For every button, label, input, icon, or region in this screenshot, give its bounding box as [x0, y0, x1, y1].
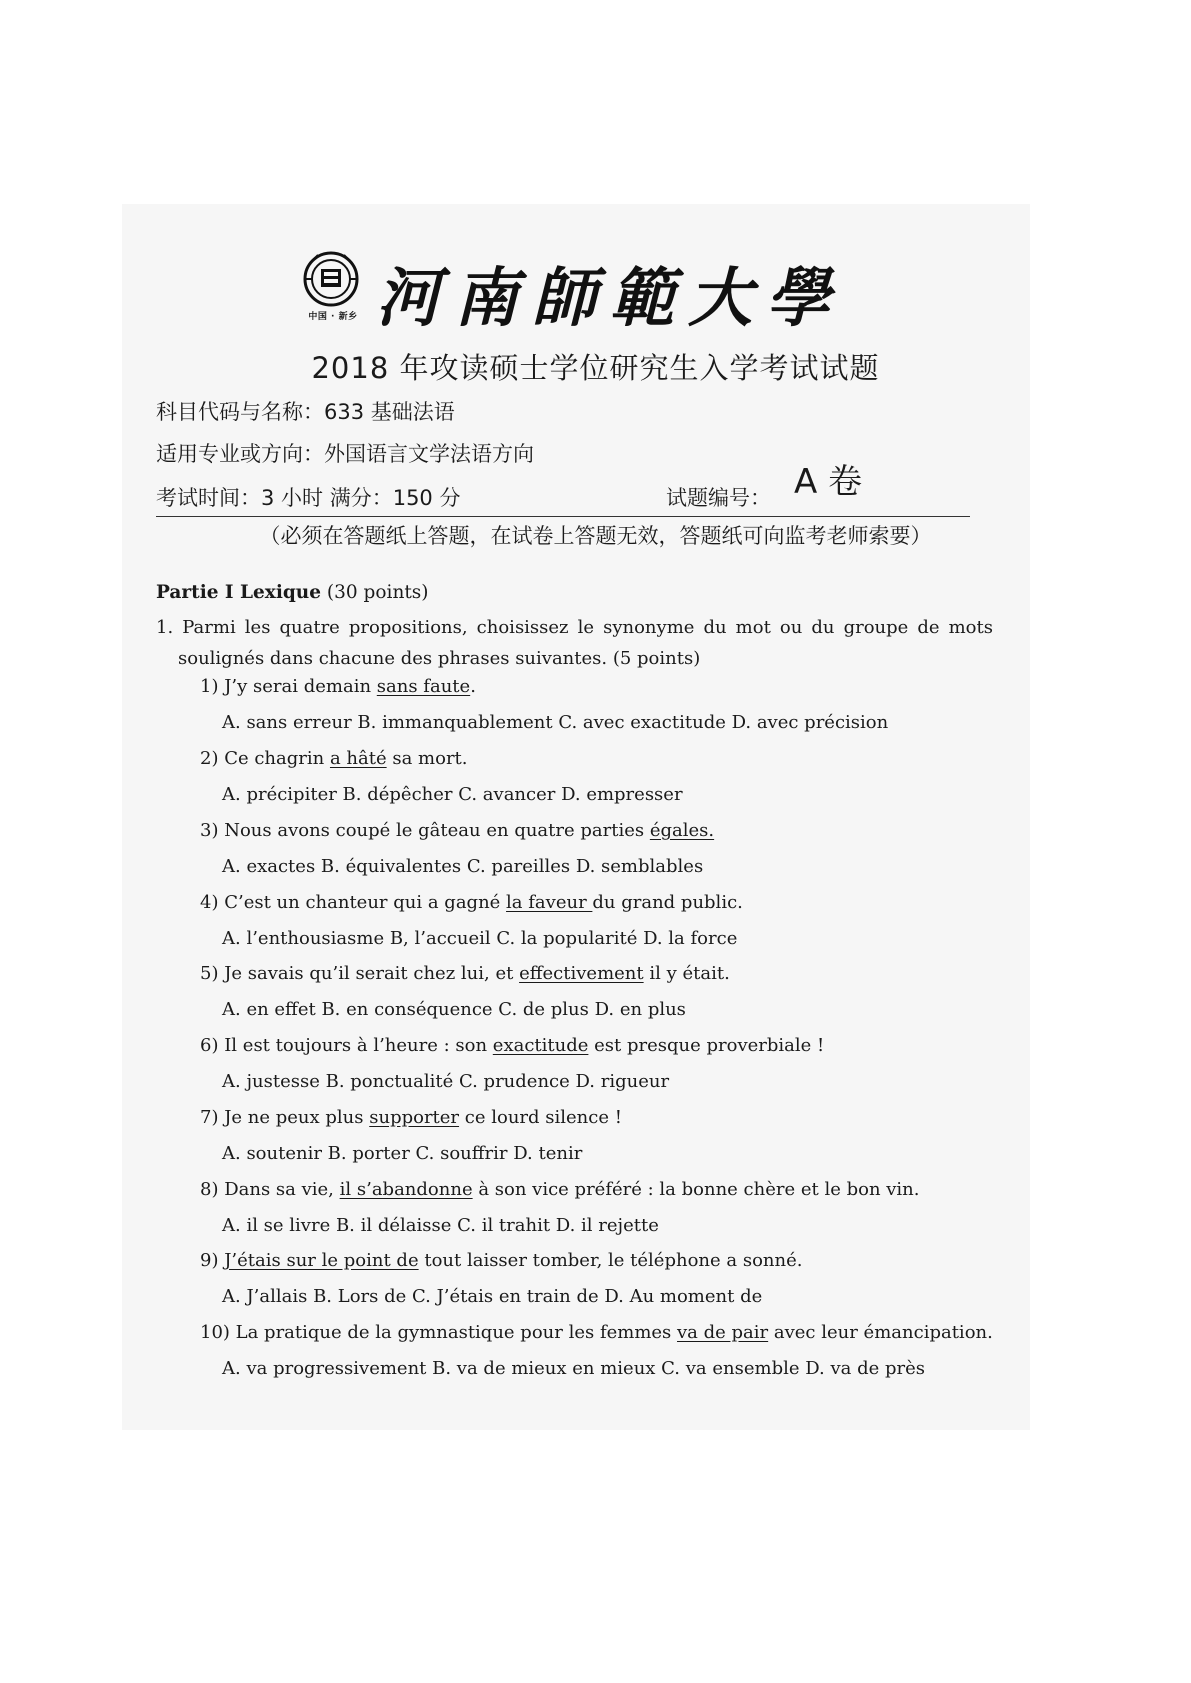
answer-options: A. soutenir B. porter C. souffrir D. tenir [222, 1143, 583, 1164]
question [200, 820, 714, 841]
answer-options: A. précipiter B. dépêcher C. avancer D. empresser [222, 784, 683, 805]
answer-sheet-notice: （必须在答题纸上答题，在试卷上答题无效，答题纸可向监考老师索要） [259, 524, 932, 548]
paper-number-label: 试题编号： [666, 486, 771, 510]
underlined-phrase: effectivement [519, 963, 644, 984]
question [200, 748, 468, 769]
question-text: 9) [200, 1250, 225, 1271]
question [200, 1107, 622, 1128]
question-text: il y était. [643, 963, 730, 984]
question-text: 3) Nous avons coupé le gâteau en quatre parties [200, 820, 650, 841]
question [200, 892, 743, 913]
answer-options: A. exactes B. équivalentes C. pareilles D. semblables [222, 856, 704, 877]
question-text: avec leur émancipation. [768, 1322, 993, 1343]
university-header [300, 245, 860, 337]
question-text: 6) Il est toujours à l’heure : son [200, 1035, 493, 1056]
question-text: 1) J’y serai demain [200, 676, 377, 697]
major-line: 适用专业或方向：外国语言文学法语方向 [156, 442, 534, 466]
question [200, 1250, 802, 1271]
underlined-phrase: a hâté [329, 748, 387, 769]
question-text: à son vice préféré : la bonne chère et le bon vin. [472, 1179, 920, 1200]
question [200, 1322, 993, 1343]
underlined-phrase: supporter [369, 1107, 460, 1128]
question [200, 1035, 824, 1056]
question-text: sa mort. [386, 748, 468, 769]
underlined-phrase: exactitude [492, 1035, 589, 1056]
question-text: est presque proverbiale ! [588, 1035, 825, 1056]
time-and-score: 考试时间：3 小时 满分：150 分 [156, 486, 461, 510]
scanned-page-background [122, 204, 1030, 1430]
answer-options: A. justesse B. ponctualité C. prudence D. rigueur [222, 1071, 670, 1092]
question [200, 1179, 920, 1200]
question-text: du grand public. [592, 892, 743, 913]
section-title-bold: Partie I Lexique [156, 582, 322, 603]
underlined-phrase: égales. [649, 820, 715, 841]
underlined-phrase: va de pair [677, 1322, 769, 1343]
section-points: (30 points) [321, 582, 429, 603]
answer-options: A. J’allais B. Lors de C. J’étais en train de D. Au moment de [222, 1286, 763, 1307]
question [200, 963, 730, 984]
question-text: 10) La pratique de la gymnastique pour les femmes [200, 1322, 678, 1343]
exercise-instruction: 1. Parmi les quatre propositions, choisissez le synonyme du mot ou du groupe de mots soulignés dans chacune des phrases suivantes. (5 points) [156, 617, 993, 669]
section-title [156, 582, 429, 603]
university-name-logo: 河南師範大學 [376, 261, 844, 336]
answer-options: A. l’enthousiasme B, l’accueil C. la popularité D. la force [222, 928, 738, 949]
underlined-phrase: la faveur [506, 892, 593, 913]
answer-options: A. sans erreur B. immanquablement C. avec exactitude D. avec précision [222, 712, 889, 733]
answer-options: A. va progressivement B. va de mieux en mieux C. va ensemble D. va de près [222, 1358, 925, 1379]
answer-options: A. il se livre B. il délaisse C. il trahit D. il rejette [222, 1215, 659, 1236]
underlined-phrase: il s’abandonne [339, 1179, 473, 1200]
question-text: . [470, 676, 476, 697]
question-text: 2) Ce chagrin [200, 748, 330, 769]
underlined-phrase: sans faute [376, 676, 471, 697]
underlined-phrase: J’étais sur le point de [224, 1250, 419, 1271]
question-text: 7) Je ne peux plus [200, 1107, 370, 1128]
subject-line: 科目代码与名称：633 基础法语 [156, 400, 455, 424]
paper-number: A 卷 [794, 462, 863, 502]
question-text: ce lourd silence ! [459, 1107, 622, 1128]
seal-caption: 中国 · 新乡 [308, 312, 358, 322]
question [200, 676, 476, 697]
question-text: 4) C’est un chanteur qui a gagné [200, 892, 507, 913]
answer-options: A. en effet B. en conséquence C. de plus D. en plus [222, 999, 686, 1020]
exam-title: 2018 年攻读硕士学位研究生入学考试试题 [311, 351, 880, 385]
question-text: 5) Je savais qu’il serait chez lui, et [200, 963, 520, 984]
question-text: tout laisser tomber, le téléphone a sonné. [418, 1250, 803, 1271]
question-text: 8) Dans sa vie, [200, 1179, 340, 1200]
